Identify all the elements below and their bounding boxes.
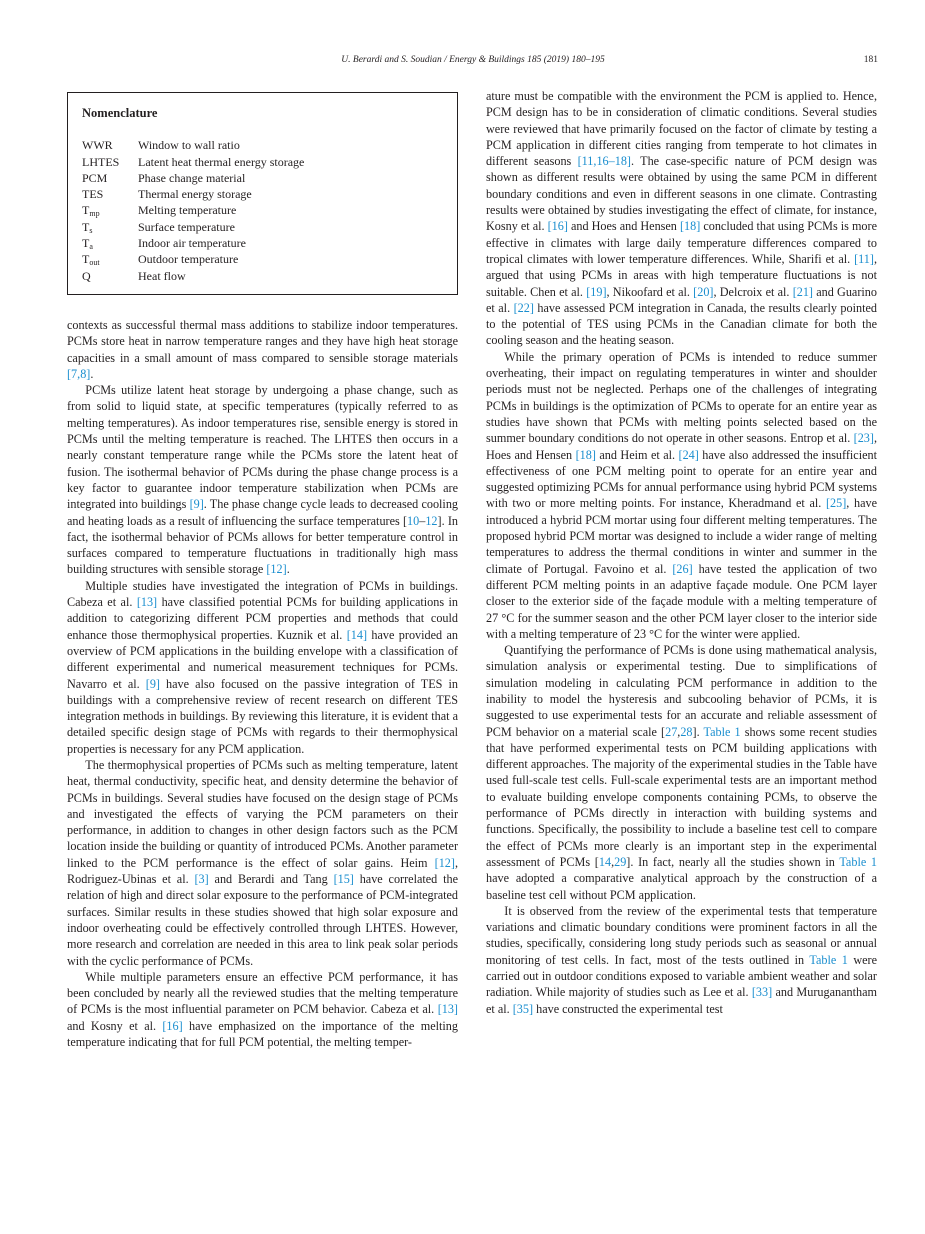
body-paragraph: contexts as successful thermal mass additions to stabilize indoor temperatures. PCMs store heat in narrow temperature ranges and they have high heat storage capacities in a small amount of mass compared to sensible storage materials [7,8]. <box>67 317 458 381</box>
citation-link[interactable]: Table 1 <box>703 724 741 739</box>
body-paragraph: Multiple studies have investigated the integration of PCMs in buildings. Cabeza et al. [13] have classified potential PCMs for building applications in addition to categorizing different PCM properties and methods that could enhance those thermophysical properties. Kuznik et al. [14] have provided an overview of PCM applications in the building envelope with a classification of different experimental and numerical measurement techniques for PCMs. Navarro et al. [9] have also focused on the passive integration of TES in buildings with a comprehensive review of recent research on different TES integration methods in buildings. By reviewing this literature, it is evident that a detailed specific design stage of PCMs with regards to their thermophysical properties is necessary for any PCM application. <box>67 578 458 756</box>
citation-link[interactable]: [20] <box>693 284 714 299</box>
citation-link[interactable]: [18] <box>679 219 701 234</box>
nomenclature-definition: Melting temperature <box>138 203 237 218</box>
citation-link[interactable]: 14 <box>598 854 612 869</box>
nomenclature-symbol: $T_a$ <box>82 236 93 252</box>
citation-link[interactable]: [9] <box>145 676 160 691</box>
citation-link[interactable]: [13] <box>136 595 158 610</box>
running-head <box>68 55 878 71</box>
nomenclature-definition: Heat flow <box>138 268 186 283</box>
nomenclature-definition: Thermal energy storage <box>138 187 252 202</box>
citation-link[interactable]: [7,8] <box>67 366 91 381</box>
nomenclature-symbol: LHTES <box>82 154 120 169</box>
citation-link[interactable]: [11] <box>854 251 874 266</box>
citation-link[interactable]: [26] <box>672 561 693 576</box>
nomenclature-definition: Window to wall ratio <box>138 138 240 153</box>
right-body-text <box>486 88 877 1017</box>
nomenclature-symbol: $T_s$ <box>82 219 93 235</box>
nomenclature-table <box>82 137 304 284</box>
citation-link[interactable]: [12] <box>266 562 287 577</box>
nomenclature-row <box>82 154 304 170</box>
nomenclature-symbol: Q <box>82 268 91 283</box>
citation-link[interactable]: [18] <box>575 447 596 462</box>
citation-link[interactable]: [3] <box>194 872 209 887</box>
citation-link[interactable]: [13] <box>437 1002 458 1017</box>
citation-link[interactable]: [35] <box>512 1001 534 1016</box>
citation-link[interactable]: 12 <box>425 513 438 528</box>
body-paragraph: ature must be compatible with the environment the PCM is applied to. Hence, PCM design has to be in consideration of climatic conditions. Several studies were reviewed that have primarily focused on the factor of climate by testing a PCM application in different cities ranging from temperate to hot climates in different seasons [11,16–18]. The case-specific nature of PCM design was shown as different results were obtained by using the same PCM in different boundary conditions and even in different seasons in one climate. Contrasting results were obtained by studies investigating the effect of climate, for instance, Kosny et al. [16] and Hoes and Hensen [18] concluded that using PCMs is more effective in climates with large daily temperature differences compared to tropical climates with lower temperature differences. While, Sharifi et al. [11], argued that using PCMs in areas with high temperature fluctuations is not suitable. Chen et al. [19], Nikoofard et al. [20], Delcroix et al. [21] and Guarino et al. [22] have assessed PCM integration in Canada, the results clearly pointed to the potential of TES using PCMs in the Canadian climate for both the cooling season and the heating season. <box>486 89 878 348</box>
right-column <box>486 88 877 1017</box>
nomenclature-definition: Outdoor temperature <box>138 252 239 267</box>
citation-link[interactable]: 10 <box>407 513 420 528</box>
page-number: 181 <box>863 55 878 65</box>
body-paragraph: While the primary operation of PCMs is intended to reduce summer overheating, their impact on regulating temperatures in winter and shoulder periods must not be neglected. Perhaps one of the challenges of integrating PCMs in buildings is the optimization of PCMs to operate for an entire year as studies have shown that PCMs with melting points selected based on the summer boundary conditions do not operate in other seasons. Entrop et al. [23], Hoes and Hensen [18] and Heim et al. [24] have also addressed the insufficient effectiveness of one PCM melting point to operate for an entire year and suggested optimizing PCMs for annual performance using hybrid PCM systems with two or more melting points. For instance, Kheradmand et al. [25], have introduced a hybrid PCM mortar using four different melting temperatures. The proposed hybrid PCM mortar was designed to include a wider range of melting temperatures to address the thermal conditions in winter and summer in the climate of Portugal. Favoino et al. [26] have tested the application of two different PCM melting points in an adaptive façade module. One PCM layer closer to the exterior side of the façade module with a melting temperature of 27 °C for the summer season and the other PCM layer closer to the interior side with a melting temperature of 23 °C for the winter were applied. <box>486 349 878 641</box>
citation-link[interactable]: [23] <box>853 431 874 446</box>
citation-link[interactable]: [21] <box>792 284 813 299</box>
body-paragraph: It is observed from the review of the experimental tests that temperature variations and climatic boundary conditions were prominent factors in all the studies, specifically, considering long study periods such as seasonal or annual monitoring of test cells. In fact, most of the tests outlined in Table 1 were carried out in outdoor conditions exposed to variable ambient weather and solar radiation. While majority of studies such as Lee et al. [33] and Muruganantham et al. [35] have constructed the experimental test <box>486 903 877 1016</box>
nomenclature-symbol: TES <box>82 187 104 202</box>
citation-link[interactable]: Table 1 <box>839 854 877 869</box>
nomenclature-definition: Latent heat thermal energy storage <box>138 154 305 169</box>
body-paragraph: While multiple parameters ensure an effective PCM performance, it has been concluded by nearly all the reviewed studies that the melting temperature of PCMs is the most influential parameter on PCM behavior. Cabeza et al. [13] and Kosny et al. [16] have emphasized on the importance of the melting temperature indicating that for full PCM potential, the melting temper- <box>67 969 458 1050</box>
nomenclature-row <box>82 202 304 218</box>
citation-link[interactable]: [24] <box>678 447 699 462</box>
nomenclature-box <box>67 92 458 295</box>
nomenclature-row <box>82 251 304 267</box>
left-column <box>67 88 458 1050</box>
body-paragraph: The thermophysical properties of PCMs such as melting temperature, latent heat, thermal conductivity, specific heat, and density determine the behavior of PCMs in buildings. Several studies have focused on the design stage of PCMs and investigated the effects of varying the PCM parameters on their performance, in addition to changes in other design factors such as the PCM location inside the building or quantity of introduced PCMs. Another parameter linked to the PCM performance is the effect of solar gains. Heim [12], Rodriguez-Ubinas et al. [3] and Berardi and Tang [15] have correlated the relation of high and direct solar exposure to the performance of PCM-integrated surfaces. Similar results in these studies showed that high solar exposure and indoor overheating could be effectively controlled through LHTES. However, more research and correlation are needed in this area to link peak solar periods with the cyclic performance of PCMs. <box>67 757 458 968</box>
nomenclature-definition: Phase change material <box>138 170 246 185</box>
nomenclature-symbol: $T_{mp}$ <box>82 203 100 219</box>
citation-link[interactable]: [9] <box>189 497 204 512</box>
nomenclature-symbol: PCM <box>82 170 108 185</box>
citation-link[interactable]: [16] <box>162 1018 183 1033</box>
citation-link[interactable]: Table 1 <box>809 952 848 967</box>
left-body-text <box>67 317 458 1050</box>
nomenclature-symbol: WWR <box>82 138 113 153</box>
citation-link[interactable]: 28 <box>680 724 693 739</box>
nomenclature-row <box>82 235 304 251</box>
citation-link[interactable]: [19] <box>586 284 607 299</box>
citation-link[interactable]: [15] <box>333 872 354 887</box>
nomenclature-symbol: $T_{out}$ <box>82 252 100 268</box>
nomenclature-definition: Surface temperature <box>138 219 235 234</box>
citation-link[interactable]: [12] <box>434 855 455 870</box>
citation-link[interactable]: [22] <box>513 300 534 315</box>
citation-link[interactable]: [33] <box>751 985 773 1000</box>
citation-link[interactable]: [25] <box>825 496 847 511</box>
nomenclature-row <box>82 268 304 284</box>
running-title: U. Berardi and S. Soudian / Energy & Buildings 185 (2019) 180–195 <box>341 55 605 65</box>
body-paragraph: Quantifying the performance of PCMs is done using mathematical analysis, simulation analysis or experimental testing. Due to simplifications of simulation modeling in calculating PCM performance in addition to the inability to model the hysteresis and subcooling behavior of PCMs, it is suggested to use experimental tests for an accurate and reliable assessment of PCM behavior on a material scale [27,28]. Table 1 shows some recent studies that have performed experimental tests on PCM building applications with different approaches. The majority of the experimental studies in the Table have used full-scale test cells. Full-scale experimental tests are an important method to evaluate building envelope components containing PCMs, to observe the performance of PCMs directly in interaction with building systems and functions. Specifically, the possibility to include a baseline test cell to compare the effect of PCMs more clearly is an important step in the experimental assessment of PCMs [14,29]. In fact, nearly all the studies shown in Table 1 have adopted a comparative analytical approach by the construction of a baseline test cell without PCM application. <box>486 643 877 902</box>
nomenclature-row <box>82 186 304 202</box>
nomenclature-title: Nomenclature <box>82 106 158 120</box>
citation-link[interactable]: [11,16–18] <box>577 154 631 169</box>
nomenclature-definition: Indoor air temperature <box>138 236 246 251</box>
body-paragraph: PCMs utilize latent heat storage by undergoing a phase change, such as from solid to liquid state, at specific temperatures (typically referred to as melting temperatures). As indoor temperatures rise, sensible energy is stored in PCMs until the melting temperature is reached. The LHTES then occurs in a nearly constant temperature range while the PCMs store the latent heat of fusion. The isothermal behavior of PCMs during the phase change process is a key factor to guarantee indoor temperature stabilization when PCMs are integrated into buildings [9]. The phase change cycle leads to decreased cooling and heating loads as a result of influencing the surface temperatures [10–12]. In fact, the isothermal behavior of PCMs allows for better temperature control in surfaces compared to temperature fluctuations in traditionally high mass building structures with sensible storage [12]. <box>67 383 459 577</box>
nomenclature-row <box>82 137 304 153</box>
citation-link[interactable]: [16] <box>547 219 568 234</box>
citation-link[interactable]: [14] <box>346 627 368 642</box>
citation-link[interactable]: 29 <box>614 854 627 869</box>
nomenclature-row <box>82 170 304 186</box>
nomenclature-row <box>82 219 304 235</box>
citation-link[interactable]: 27 <box>665 724 678 739</box>
